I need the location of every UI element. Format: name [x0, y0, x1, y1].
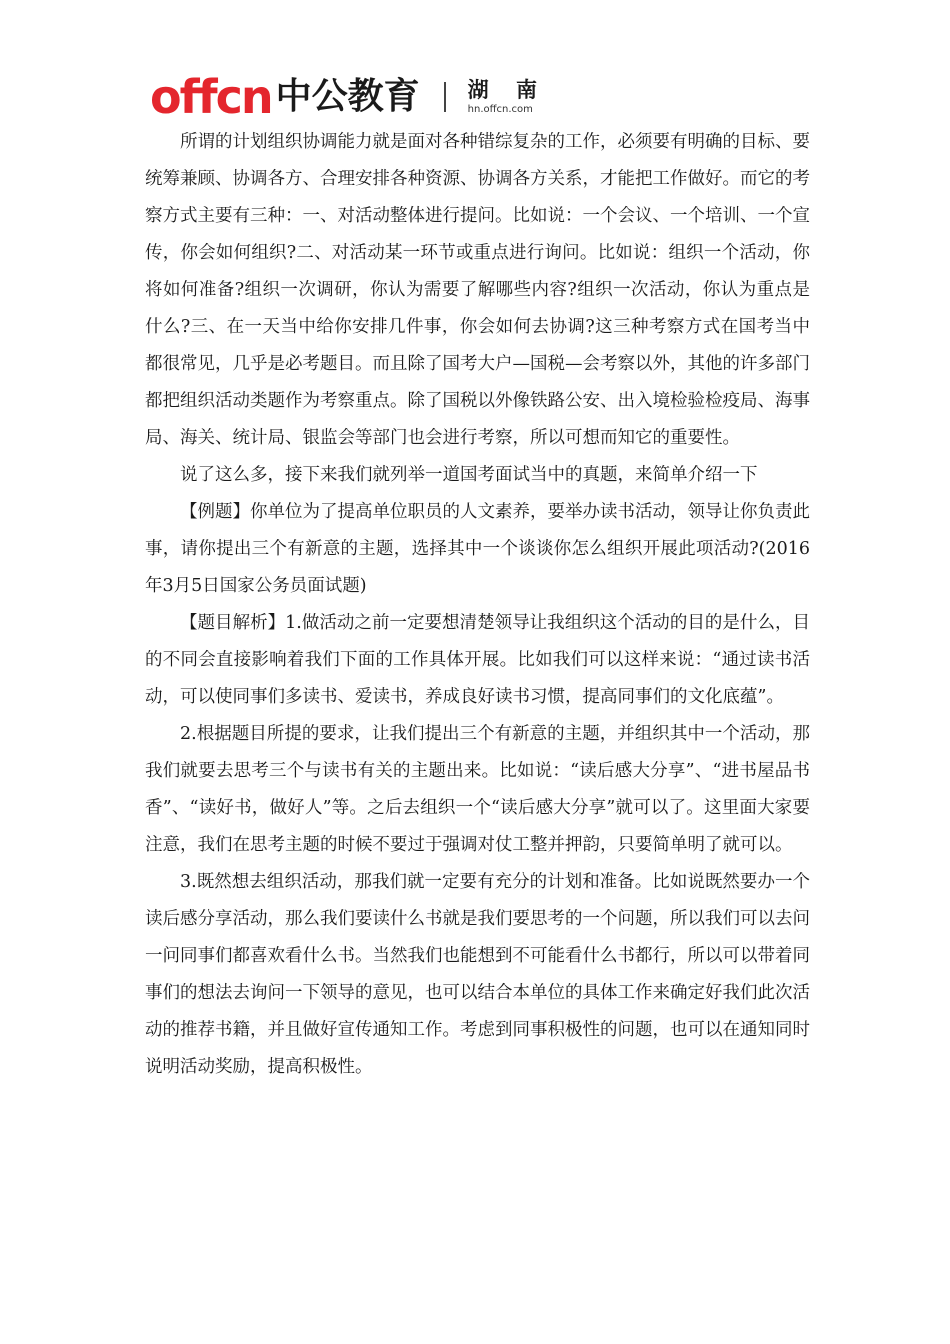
offcn-logo: offcn [150, 70, 272, 124]
region-url: hn.offcn.com [467, 104, 533, 116]
paragraph-analysis-1: 【题目解析】1.做活动之前一定要想清楚领导让我组织这个活动的目的是什么，目的不同会直接影响着我们下面的工作具体开展。比如我们可以这样来说：“通过读书活动，可以使同事们多读书、爱读书，养成良好读书习惯，提高同事们的文化底蕴”。 [145, 613, 810, 707]
paragraph-transition: 说了这么多，接下来我们就列举一道国考面试当中的真题，来简单介绍一下 [180, 465, 758, 485]
region-name: 湖 南 [467, 77, 547, 102]
paragraph-example-question: 【例题】你单位为了提高单位职员的人文素养，要举办读书活动，领导让你负责此事，请你提出三个有新意的主题，选择其中一个谈谈你怎么组织开展此项活动?(2016年3月5日国家公务员面试题) [145, 502, 810, 596]
brand-name: 中公教育 [275, 76, 420, 117]
paragraph-intro: 所谓的计划组织协调能力就是面对各种错综复杂的工作，必须要有明确的目标、要统筹兼顾、协调各方、合理安排各种资源、协调各方关系，才能把工作做好。而它的考察方式主要有三种：一、对活动整体进行提问。比如说：一个会议、一个培训、一个宣传，你会如何组织?二、对活动某一环节或重点进行询问。比如说：组织一个活动，你将如何准备?组织一次调研，你认为需要了解哪些内容?组织一次活动，你认为重点是什么?三、在一天当中给你安排几件事，你会如何去协调?这三种考察方式在国考当中都很常见，几乎是必考题目。而且除了国考大户—国税—会考察以外，其他的许多部门都把组织活动类题作为考察重点。除了国税以外像铁路公安、出入境检验检疫局、海事局、海关、统计局、银监会等部门也会进行考察，所以可想而知它的重要性。 [145, 132, 810, 448]
paragraph-analysis-2: 2.根据题目所提的要求，让我们提出三个有新意的主题，并组织其中一个活动，那我们就要去思考三个与读书有关的主题出来。比如说：“读后感大分享”、“进书屋品书香”、“读好书，做好人”等。之后去组织一个“读后感大分享”就可以了。这里面大家要注意，我们在思考主题的时候不要过于强调对仗工整并押韵，只要简单明了就可以。 [145, 724, 810, 855]
header-divider [444, 82, 446, 112]
paragraph-analysis-3: 3.既然想去组织活动，那我们就一定要有充分的计划和准备。比如说既然要办一个读后感分享活动，那么我们要读什么书就是我们要思考的一个问题，所以我们可以去问一问同事们都喜欢看什么书。当然我们也能想到不可能看什么书都行，所以可以带着同事们的想法去询问一下领导的意见，也可以结合本单位的具体工作来确定好我们此次活动的推荐书籍，并且做好宣传通知工作。考虑到同事积极性的问题，也可以在通知同时说明活动奖励，提高积极性。 [145, 872, 810, 1077]
page-header [150, 68, 547, 126]
region-block [468, 79, 547, 115]
document-body [145, 124, 810, 1086]
